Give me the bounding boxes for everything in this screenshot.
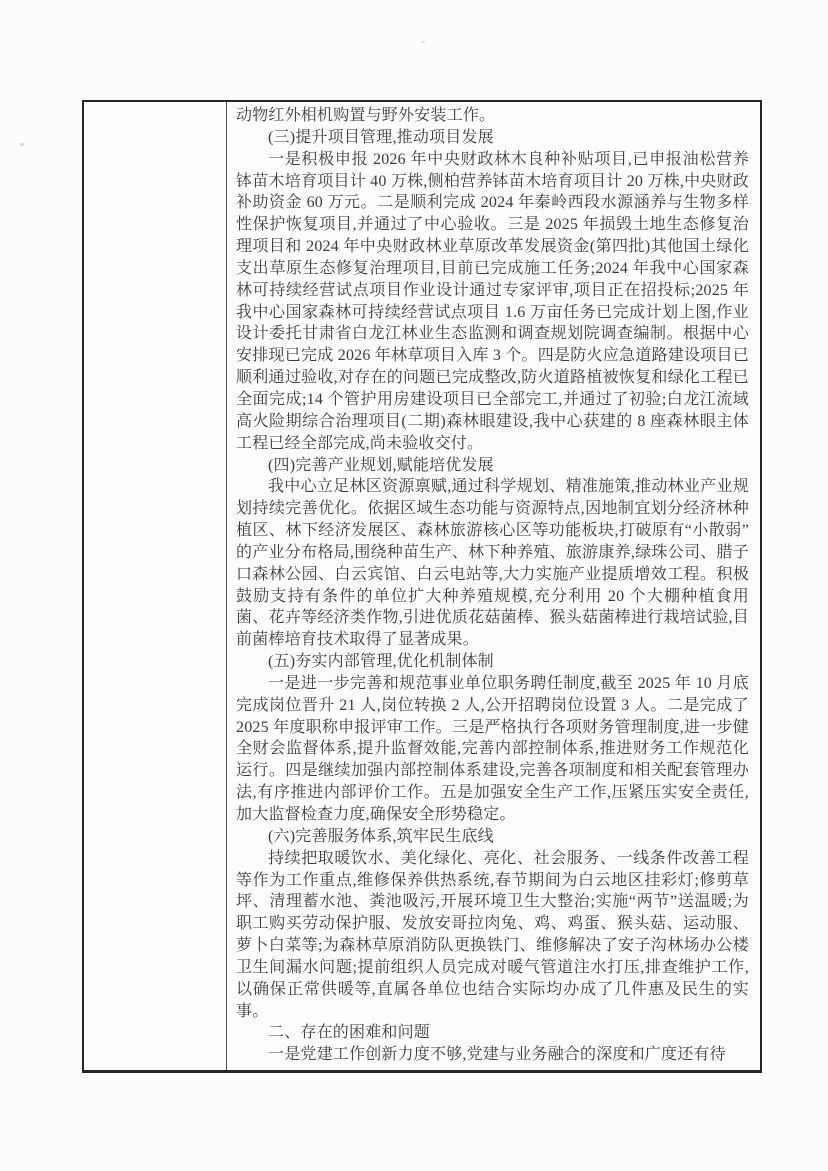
- section-heading: (五)夯实内部管理,优化机制体制: [268, 653, 494, 671]
- paragraph: 持续把取暖饮水、美化绿化、亮化、社会服务、一线条件改善工程等作为工作重点,维修保养供热系统,春节期间为白云地区挂彩灯;修剪草坪、清理蓄水池、粪池吸污,开展环境卫生大整治;实施“两节”送温暖;为职工购买劳动保护服、发放安哥拉肉兔、鸡、鸡蛋、猴头菇、运动服、萝卜白菜等;为森林草原消防队更换铁门、维修解决了安子沟林场办公楼卫生间漏水问题;提前组织人员完成对暖气管道注水打压,排查维护工作,以确保正常供暖等,直属各单位也结合实际均办成了几件惠及民生的实事。: [236, 849, 749, 1020]
- report-table: [82, 100, 762, 1073]
- section-heading: (四)完善产业规划,赋能培优发展: [268, 456, 494, 474]
- section-heading: (三)提升项目管理,推动项目发展: [268, 128, 494, 146]
- paragraph: 一是积极申报 2026 年中央财政林木良种补贴项目,已申报油松营养钵苗木培育项目计 40 万株,侧柏营养钵苗木培育项目计 20 万株,中央财政补助资金 60 万元。二是顺利完成 2024 年秦岭西段水源涵养与生物多样性保护恢复项目,并通过了中心验收。三是 2025 年损毁土地生态修复治理项目和 2024 年中央财政林业草原改革发展资金(第四批)其他国土绿化支出草原生态修复治理项目,目前已完成施工任务;2024 年我中心国家森林可持续经营试点项目作业设计通过专家评审,项目正在招投标;2025 年我中心国家森林可持续经营试点项目 1.6 万亩任务已完成计划上图,作业设计委托甘肃省白龙江林业生态监测和调查规划院调查编制。根据中心安排现已完成 2026 年林草项目入库 3 个。四是防火应急道路建设项目已顺利通过验收,对存在的问题已完成整改,防火道路植被恢复和绿化工程已全面完成;14 个管护用房建设项目已全部完工,并通过了初验;白龙江流域高火险期综合治理项目(二期)森林眼建设,我中心获建的 8 座森林眼主体工程已经全部完成,尚未验收交付。: [236, 150, 749, 452]
- scan-speck: [422, 41, 425, 43]
- table-left-cell: [84, 102, 227, 1070]
- section-heading: 二、存在的困难和问题: [268, 1024, 431, 1042]
- paragraph: 我中心立足林区资源禀赋,通过科学规划、精准施策,推动林业产业规划持续完善优化。依据区域生态功能与资源特点,因地制宜划分经济林种植区、林下经济发展区、森林旅游核心区等功能板块,打破原有“小散弱”的产业分布格局,围绕种苗生产、林下种养殖、旅游康养,绿珠公司、腊子口森林公园、白云宾馆、白云电站等,大力实施产业提质增效工程。积极鼓励支持有条件的单位扩大种养殖规模,充分利用 20 个大棚种植食用菌、花卉等经济类作物,引进优质花菇菌棒、猴头菇菌棒进行栽培试验,目前菌棒培育技术取得了显著成果。: [236, 478, 749, 649]
- document-body: [236, 105, 749, 1066]
- paragraph: 动物红外相机购置与野外安装工作。: [236, 107, 496, 124]
- scan-speck: [20, 143, 24, 146]
- paragraph: 一是党建工作创新力度不够,党建与业务融合的深度和广度还有待: [268, 1046, 726, 1064]
- section-heading: (六)完善服务体系,筑牢民生底线: [268, 827, 494, 845]
- table-content-cell: [227, 102, 760, 1070]
- paragraph: 一是进一步完善和规范事业单位职务聘任制度,截至 2025 年 10 月底完成岗位晋升 21 人,岗位转换 2 人,公开招聘岗位设置 3 人。二是完成了 2025 年度职称申报评审工作。三是严格执行各项财务管理制度,进一步健全财会监督体系,提升监督效能,完善内部控制体系,推进财务工作规范化运行。四是继续加强内部控制体系建设,完善各项制度和相关配套管理办法,有序推进内部评价工作。五是加强安全生产工作,压紧压实安全责任,加大监督检查力度,确保安全形势稳定。: [236, 674, 749, 823]
